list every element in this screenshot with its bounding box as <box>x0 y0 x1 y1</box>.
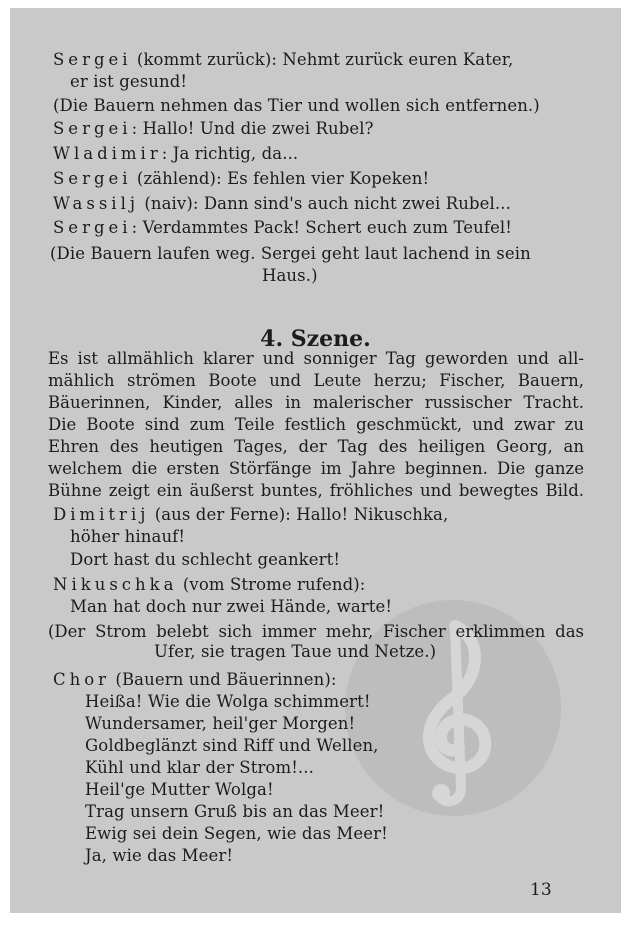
chorus-line: Goldbeglänzt sind Riff und Wellen, <box>85 736 379 755</box>
paragraph-line: Es ist allmählich klarer und sonniger Tag geworden und all- <box>48 349 584 368</box>
dialogue-line: Nikuschka (vom Strome rufend): <box>53 575 366 594</box>
speaker-name: Sergei <box>53 119 132 138</box>
paragraph-line: welchem die ersten Störfänge im Jahre beginnen. Die ganze <box>48 459 584 478</box>
dialogue-line: Sergei: Verdammtes Pack! Schert euch zum Teufel! <box>53 218 513 237</box>
chorus-line: Wundersamer, heil'ger Morgen! <box>85 714 356 733</box>
dialogue-line: höher hinauf! <box>70 527 186 546</box>
stage-direction: Ufer, sie tragen Taue und Netze.) <box>154 642 437 661</box>
stage-direction: (Die Bauern nehmen das Tier und wollen sich entfernen.) <box>53 96 540 115</box>
speaker-name: Sergei <box>53 218 132 237</box>
stage-direction: (Der Strom belebt sich immer mehr, Fischer erklimmen das <box>48 622 584 641</box>
stage-direction: (Die Bauern laufen weg. Sergei geht laut lachend in sein <box>50 244 531 263</box>
speaker-name: Nikuschka <box>53 575 178 594</box>
dialogue-line: Wassilj (naiv): Dann sind's auch nicht zwei Rubel... <box>53 194 511 213</box>
chorus-heading: Chor (Bauern und Bäuerinnen): <box>53 670 337 689</box>
dialogue-line: Man hat doch nur zwei Hände, warte! <box>70 597 393 616</box>
paragraph-line: Die Boote sind zum Teile festlich geschmückt, und zwar zu <box>48 415 584 434</box>
speaker-name: Sergei <box>53 50 132 69</box>
paragraph-line: Bühne zeigt ein äußerst buntes, fröhliches und bewegtes Bild. <box>48 481 584 500</box>
dialogue-line: Sergei: Hallo! Und die zwei Rubel? <box>53 119 374 138</box>
dialogue-line: er ist gesund! <box>70 72 188 91</box>
page-number: 13 <box>530 880 552 900</box>
paragraph-line: Bäuerinnen, Kinder, alles in malerischer russischer Tracht. <box>48 393 584 412</box>
dialogue-line: Wladimir: Ja richtig, da... <box>53 144 299 163</box>
chorus-line: Trag unsern Gruß bis an das Meer! <box>85 802 385 821</box>
paragraph-line: Ehren des heutigen Tages, der Tag des heiligen Georg, an <box>48 437 584 456</box>
chorus-line: Heißa! Wie die Wolga schimmert! <box>85 692 371 711</box>
speaker-name: Wassilj <box>53 194 139 213</box>
speaker-name: Chor <box>53 670 111 689</box>
chorus-line: Heil'ge Mutter Wolga! <box>85 780 274 799</box>
dialogue-line: Dimitrij (aus der Ferne): Hallo! Nikuschka, <box>53 505 449 524</box>
chorus-line: Ja, wie das Meer! <box>85 846 234 865</box>
dialogue-line: Dort hast du schlecht geankert! <box>70 550 341 569</box>
scene-heading: 4. Szene. <box>260 326 371 352</box>
dialogue-line: Sergei (kommt zurück): Nehmt zurück euren Kater, <box>53 50 514 69</box>
speaker-name: Wladimir <box>53 144 162 163</box>
dialogue-line: Sergei (zählend): Es fehlen vier Kopeken! <box>53 169 430 188</box>
stage-direction: Haus.) <box>262 266 318 285</box>
chorus-line: Ewig sei dein Segen, wie das Meer! <box>85 824 388 843</box>
speaker-name: Dimitrij <box>53 505 150 524</box>
speaker-name: Sergei <box>53 169 132 188</box>
chorus-line: Kühl und klar der Strom!... <box>85 758 314 777</box>
paragraph-line: mählich strömen Boote und Leute herzu; Fischer, Bauern, <box>48 371 584 390</box>
book-page <box>10 8 621 913</box>
